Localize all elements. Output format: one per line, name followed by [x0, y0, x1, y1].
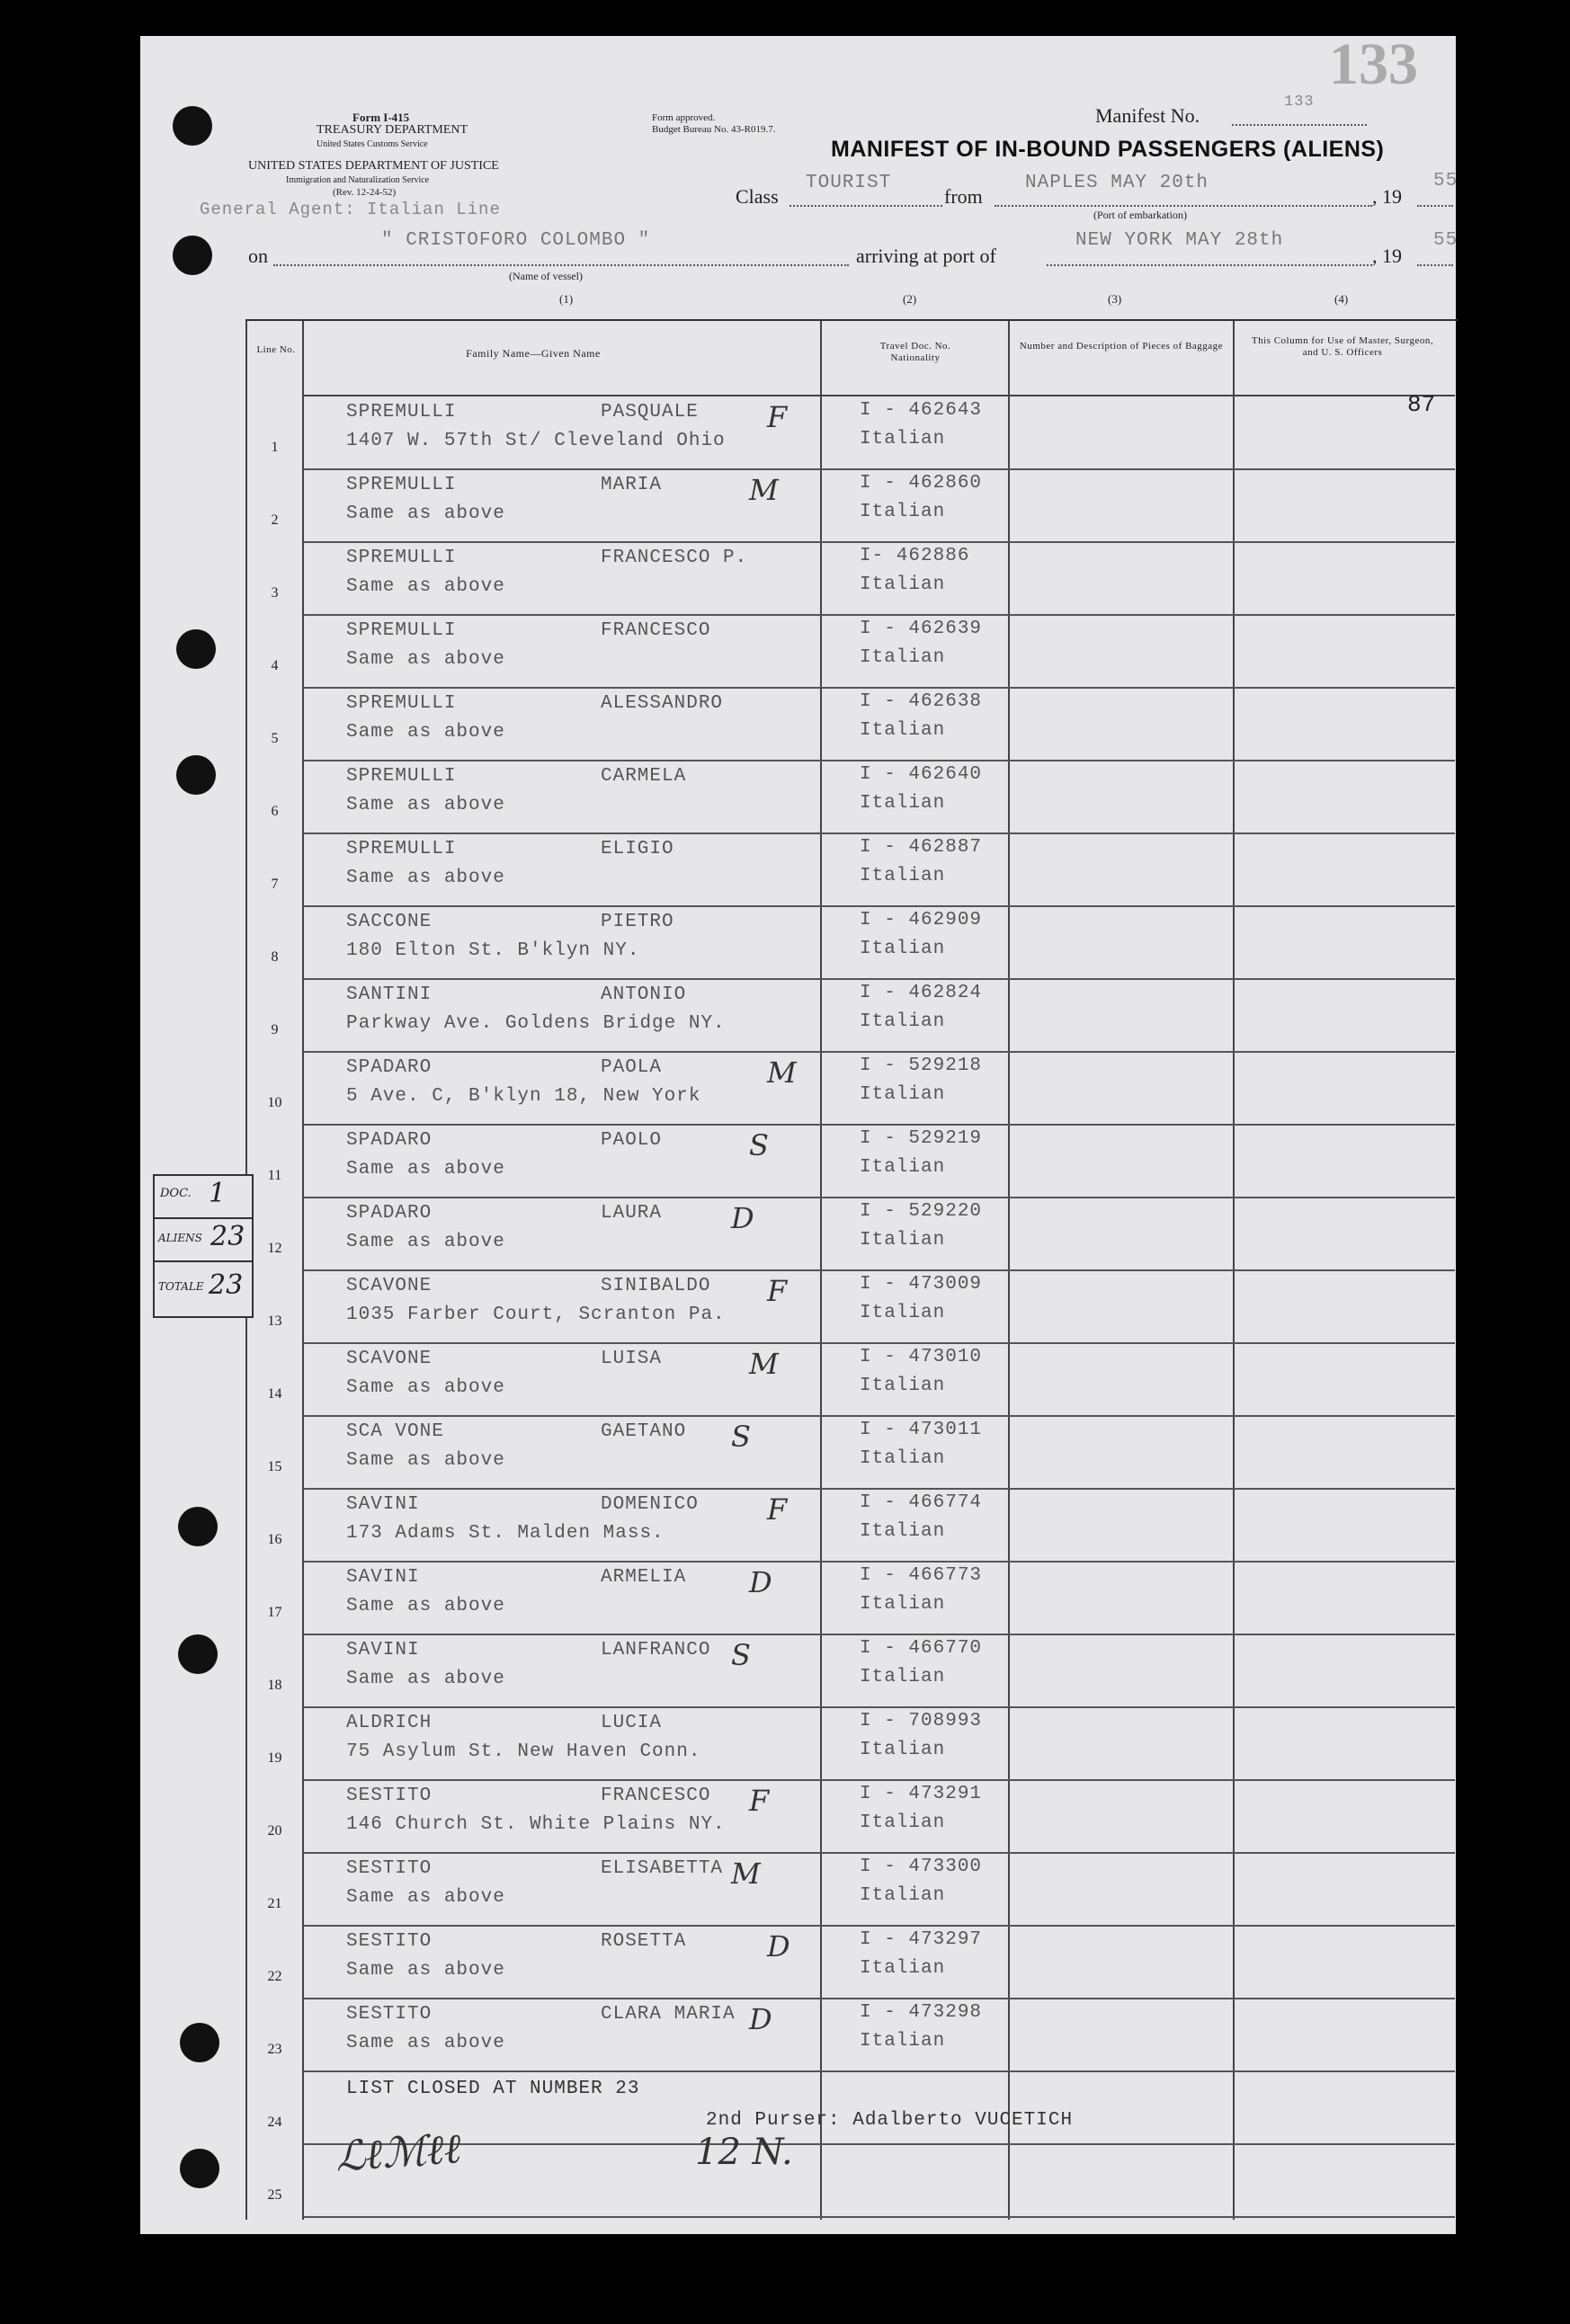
address: 1407 W. 57th St/ Cleveland Ohio — [346, 431, 726, 451]
family-name: SCA VONE — [346, 1421, 444, 1442]
family-name: SESTITO — [346, 1858, 433, 1879]
family-name: SPREMULLI — [346, 620, 457, 641]
line-number: 4 — [271, 658, 279, 673]
table-row — [245, 979, 1458, 1052]
address: 1035 Farber Court, Scranton Pa. — [346, 1304, 726, 1325]
given-name: ROSETTA — [601, 1931, 687, 1952]
table-row — [245, 1416, 1458, 1489]
travel-document-number: I - 462860 — [860, 473, 983, 494]
address: Same as above — [346, 1232, 505, 1252]
family-name: SPADARO — [346, 1057, 433, 1078]
given-name: LUISA — [601, 1349, 663, 1369]
handwritten-mark: M — [749, 473, 779, 507]
address: Same as above — [346, 1887, 505, 1908]
header-family-name: Family Name—Given Name — [466, 347, 601, 360]
aliens-count-value: 23 — [210, 1221, 245, 1252]
nationality: Italian — [860, 647, 946, 668]
travel-document-number: I - 462824 — [860, 983, 983, 1003]
given-name: ALESSANDRO — [601, 693, 724, 714]
given-name: ELISABETTA — [601, 1858, 724, 1879]
justice-department: UNITED STATES DEPARTMENT OF JUSTICE — [248, 159, 499, 173]
address: Same as above — [346, 1960, 505, 1981]
from-year: 55 — [1433, 171, 1458, 191]
handwritten-mark: S — [749, 1128, 769, 1162]
line-number: 17 — [267, 1605, 282, 1620]
address: Same as above — [346, 1159, 505, 1180]
travel-document-number: I - 462639 — [860, 619, 983, 639]
table-row — [245, 1999, 1458, 2071]
family-name: SPREMULLI — [346, 402, 457, 423]
address: 180 Elton St. B'klyn NY. — [346, 940, 640, 961]
from-value: NAPLES MAY 20th — [1025, 173, 1209, 193]
family-name: SESTITO — [346, 1785, 433, 1806]
line-number: 8 — [271, 949, 279, 965]
line-number: 23 — [267, 2042, 282, 2057]
line-number: 22 — [267, 1969, 282, 1984]
table-row — [245, 1707, 1458, 1780]
nationality: Italian — [860, 1958, 946, 1979]
line-number: 16 — [267, 1532, 282, 1547]
table-row — [245, 761, 1458, 833]
handwritten-mark: F — [767, 1492, 788, 1527]
travel-document-number: I - 473297 — [860, 1929, 983, 1950]
aliens-count-box — [153, 1217, 254, 1264]
line-number: 9 — [271, 1022, 279, 1037]
table-row — [245, 1489, 1458, 1562]
nationality: Italian — [860, 1084, 946, 1105]
form-approved: Form approved. — [652, 112, 716, 123]
treasury-department: TREASURY DEPARTMENT — [317, 123, 468, 137]
family-name: SPREMULLI — [346, 839, 457, 859]
given-name: ANTONIO — [601, 984, 687, 1005]
travel-document-number: I - 462887 — [860, 837, 983, 858]
immigration-service: Immigration and Naturalization Service — [286, 175, 430, 185]
travel-document-number: I - 473298 — [860, 2002, 983, 2023]
on-label: on — [248, 245, 268, 267]
given-name: SINIBALDO — [601, 1276, 711, 1296]
table-row — [245, 1780, 1458, 1853]
manifest-no-line — [1232, 124, 1367, 126]
travel-document-number: I - 473300 — [860, 1857, 983, 1877]
nationality: Italian — [860, 2031, 946, 2052]
given-name: FRANCESCO — [601, 620, 711, 641]
family-name: SPREMULLI — [346, 548, 457, 568]
class-value: TOURIST — [806, 173, 892, 193]
table-row — [245, 1125, 1458, 1198]
address: Same as above — [346, 722, 505, 743]
nationality: Italian — [860, 1740, 946, 1760]
list-closed-text: LIST CLOSED AT NUMBER 23 — [346, 2079, 640, 2099]
given-name: PASQUALE — [601, 402, 699, 423]
family-name: SPREMULLI — [346, 693, 457, 714]
travel-document-number: I - 529219 — [860, 1128, 983, 1149]
line-number: 24 — [267, 2115, 282, 2130]
table-row — [245, 542, 1458, 615]
nationality: Italian — [860, 429, 946, 450]
line-number: 12 — [267, 1241, 282, 1256]
given-name: PAOLO — [601, 1130, 663, 1151]
address: Same as above — [346, 868, 505, 888]
travel-document-number: I - 466770 — [860, 1638, 983, 1659]
travel-document-number: I - 529220 — [860, 1201, 983, 1222]
table-row — [245, 1270, 1458, 1343]
address: Same as above — [346, 1669, 505, 1689]
officer-entry: 87 — [1407, 391, 1436, 418]
arriving-year: 55 — [1433, 230, 1458, 251]
travel-document-number: I - 473010 — [860, 1347, 983, 1367]
manifest-no-value: 133 — [1284, 93, 1315, 111]
total-count-value: 23 — [209, 1269, 244, 1301]
signature: ℒℓℳℓℓ — [334, 2124, 463, 2181]
address: 5 Ave. C, B'klyn 18, New York — [346, 1086, 701, 1107]
travel-document-number: I- 462886 — [860, 546, 970, 566]
passenger-table — [245, 319, 1458, 2220]
nationality: Italian — [860, 1812, 946, 1833]
handwritten-mark: F — [767, 400, 788, 434]
address: 75 Asylum St. New Haven Conn. — [346, 1741, 701, 1762]
travel-document-number: I - 529218 — [860, 1055, 983, 1076]
arriving-line — [1047, 264, 1372, 266]
travel-document-number: I - 473011 — [860, 1420, 983, 1440]
line-number: 2 — [271, 512, 279, 528]
line-number: 19 — [267, 1750, 282, 1766]
doc-count-box — [153, 1174, 254, 1221]
nationality: Italian — [860, 574, 946, 595]
table-row — [245, 615, 1458, 688]
header-line-no: Line No. — [256, 344, 296, 355]
family-name: SESTITO — [346, 1931, 433, 1952]
line-number: 13 — [267, 1313, 282, 1329]
family-name: SAVINI — [346, 1567, 420, 1588]
family-name: SAVINI — [346, 1640, 420, 1661]
address: Same as above — [346, 649, 505, 670]
header-travel-doc: Travel Doc. No. Nationality — [879, 341, 951, 363]
line-number: 20 — [267, 1823, 282, 1839]
vessel-caption: (Name of vessel) — [509, 270, 583, 282]
travel-document-number: I - 473009 — [860, 1274, 983, 1295]
given-name: PIETRO — [601, 912, 674, 932]
header-officers: This Column for Use of Master, Surgeon, and U. S. Officers — [1251, 335, 1434, 358]
page-number-stamp: 133 — [1329, 31, 1418, 97]
table-row — [245, 1343, 1458, 1416]
family-name: SANTINI — [346, 984, 433, 1005]
purser-text: 2nd Purser: Adalberto VUCETICH — [706, 2110, 1074, 2131]
manifest-no-label: Manifest No. — [1095, 104, 1200, 127]
given-name: LAURA — [601, 1203, 663, 1224]
family-name: SACCONE — [346, 912, 433, 932]
budget-bureau: Budget Bureau No. 43-R019.7. — [652, 124, 776, 135]
table-row — [245, 1853, 1458, 1926]
from-year-prefix: , 19 — [1372, 185, 1402, 208]
address: Same as above — [346, 1596, 505, 1616]
line-number: 25 — [267, 2187, 282, 2203]
manifest-title: MANIFEST OF IN-BOUND PASSENGERS (ALIENS) — [831, 137, 1385, 162]
doc-count-label: DOC. — [160, 1187, 192, 1200]
travel-document-number: I - 462643 — [860, 400, 983, 421]
nationality: Italian — [860, 1230, 946, 1251]
aliens-count-label: ALIENS — [158, 1232, 202, 1244]
family-name: SPREMULLI — [346, 766, 457, 787]
customs-service: United States Customs Service — [317, 139, 428, 149]
line-number: 1 — [271, 440, 279, 455]
column-1-label: (1) — [559, 292, 574, 306]
from-year-line — [1417, 205, 1453, 207]
vessel-line — [273, 264, 849, 266]
form-number: Form I-415 — [352, 111, 410, 124]
given-name: CARMELA — [601, 766, 687, 787]
travel-document-number: I - 466773 — [860, 1565, 983, 1586]
total-count-box — [153, 1260, 254, 1318]
given-name: FRANCESCO P. — [601, 548, 748, 568]
handwritten-mark: S — [731, 1638, 751, 1672]
column-2-label: (2) — [903, 292, 917, 306]
address: Same as above — [346, 576, 505, 597]
given-name: GAETANO — [601, 1421, 687, 1442]
port-embarkation-caption: (Port of embarkation) — [1093, 209, 1187, 221]
class-label: Class — [736, 185, 779, 208]
table-row — [245, 1926, 1458, 1999]
table-row — [245, 1634, 1458, 1707]
address: Same as above — [346, 1450, 505, 1471]
family-name: SPADARO — [346, 1130, 433, 1151]
address: Same as above — [346, 795, 505, 815]
given-name: FRANCESCO — [601, 1785, 711, 1806]
line-number: 11 — [267, 1168, 282, 1183]
family-name: SCAVONE — [346, 1349, 433, 1369]
family-name: SCAVONE — [346, 1276, 433, 1296]
given-name: PAOLA — [601, 1057, 663, 1078]
given-name: LUCIA — [601, 1713, 663, 1733]
nationality: Italian — [860, 1521, 946, 1542]
handwritten-mark: D — [767, 1929, 790, 1963]
revision-date: (Rev. 12-24-52) — [333, 187, 397, 198]
nationality: Italian — [860, 1594, 946, 1615]
class-line — [789, 205, 942, 207]
line-number: 18 — [267, 1678, 282, 1693]
line-number: 14 — [267, 1386, 282, 1402]
nationality: Italian — [860, 502, 946, 522]
travel-document-number: I - 462640 — [860, 764, 983, 785]
table-row — [245, 906, 1458, 979]
line-number: 3 — [271, 585, 279, 601]
table-row — [245, 833, 1458, 906]
header-baggage: Number and Description of Pieces of Baggage — [1019, 341, 1224, 352]
nationality: Italian — [860, 1667, 946, 1687]
handwritten-mark: F — [749, 1784, 770, 1818]
vessel-value: " CRISTOFORO COLOMBO " — [381, 230, 651, 251]
table-row — [245, 688, 1458, 761]
nationality: Italian — [860, 1303, 946, 1323]
handwritten-mark: D — [731, 1201, 754, 1235]
table-row — [245, 1198, 1458, 1270]
handwritten-mark: M — [731, 1857, 761, 1891]
row-rule — [304, 2216, 1455, 2218]
nationality: Italian — [860, 866, 946, 886]
line-number: 15 — [267, 1459, 282, 1474]
address: 173 Adams St. Malden Mass. — [346, 1523, 665, 1544]
address: 146 Church St. White Plains NY. — [346, 1814, 726, 1835]
nationality: Italian — [860, 1157, 946, 1178]
nationality: Italian — [860, 793, 946, 814]
given-name: ARMELIA — [601, 1567, 687, 1588]
arriving-label: arriving at port of — [856, 245, 996, 267]
address: Parkway Ave. Goldens Bridge NY. — [346, 1013, 726, 1034]
address: Same as above — [346, 503, 505, 524]
handwritten-mark: D — [749, 2002, 772, 2036]
given-name: ELIGIO — [601, 839, 674, 859]
address: Same as above — [346, 1377, 505, 1398]
general-agent: General Agent: Italian Line — [200, 200, 501, 219]
family-name: SPREMULLI — [346, 475, 457, 495]
nationality: Italian — [860, 1011, 946, 1032]
arriving-year-prefix: , 19 — [1372, 245, 1402, 267]
given-name: CLARA MARIA — [601, 2004, 736, 2025]
arriving-value: NEW YORK MAY 28th — [1075, 230, 1284, 251]
from-line — [995, 205, 1372, 207]
nationality: Italian — [860, 1885, 946, 1906]
column-4-label: (4) — [1334, 292, 1349, 306]
doc-count-value: 1 — [209, 1178, 227, 1209]
travel-document-number: I - 473291 — [860, 1784, 983, 1804]
column-3-label: (3) — [1108, 292, 1122, 306]
handwritten-mark: D — [749, 1565, 772, 1599]
family-name: SESTITO — [346, 2004, 433, 2025]
line-number: 7 — [271, 877, 279, 892]
table-row — [245, 396, 1458, 469]
table-row — [245, 469, 1458, 542]
travel-document-number: I - 462638 — [860, 691, 983, 712]
family-name: SAVINI — [346, 1494, 420, 1515]
travel-document-number: I - 466774 — [860, 1492, 983, 1513]
nationality: Italian — [860, 939, 946, 959]
table-row — [245, 1562, 1458, 1634]
family-name: SPADARO — [346, 1203, 433, 1224]
arriving-year-line — [1417, 264, 1453, 266]
from-label: from — [944, 185, 983, 208]
line-number: 10 — [267, 1095, 282, 1110]
handwritten-mark: M — [749, 1347, 779, 1381]
given-name: MARIA — [601, 475, 663, 495]
line-number: 6 — [271, 804, 279, 819]
table-row — [245, 1052, 1458, 1125]
handwritten-mark: F — [767, 1274, 788, 1308]
travel-document-number: I - 708993 — [860, 1711, 983, 1732]
line-number: 21 — [267, 1896, 282, 1911]
nationality: Italian — [860, 1448, 946, 1469]
line-number: 5 — [271, 731, 279, 746]
given-name: DOMENICO — [601, 1494, 699, 1515]
address: Same as above — [346, 2033, 505, 2053]
handwritten-mark: M — [767, 1055, 797, 1090]
family-name: ALDRICH — [346, 1713, 433, 1733]
travel-document-number: I - 462909 — [860, 910, 983, 930]
signature-note: 12 N. — [695, 2132, 793, 2173]
nationality: Italian — [860, 1376, 946, 1396]
total-count-label: TOTALE — [158, 1280, 204, 1293]
nationality: Italian — [860, 720, 946, 741]
handwritten-mark: S — [731, 1420, 751, 1454]
given-name: LANFRANCO — [601, 1640, 711, 1661]
